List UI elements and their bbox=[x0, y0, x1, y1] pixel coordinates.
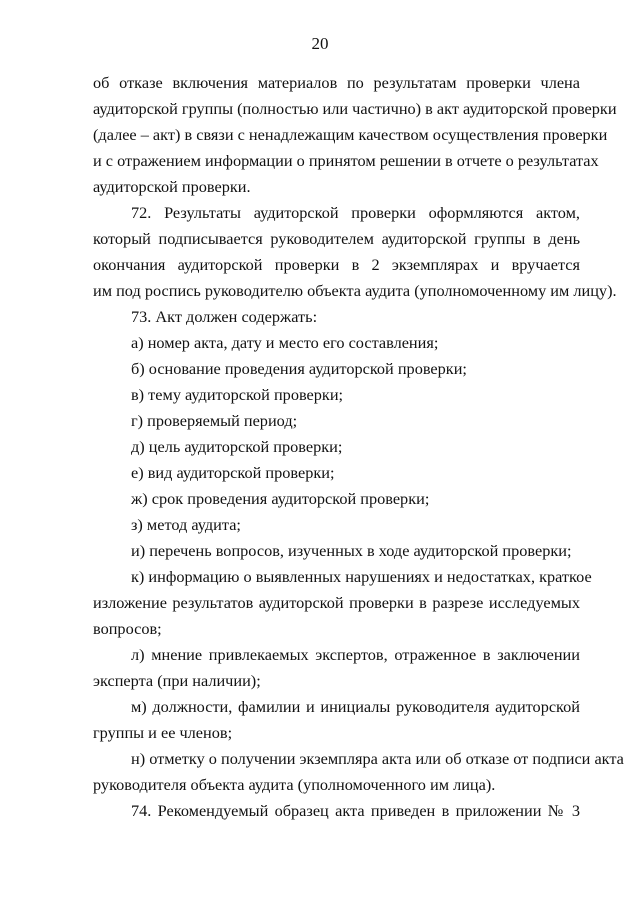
text-line: руководителя объекта аудита (уполномоченного им лица). bbox=[93, 775, 496, 794]
list-item: д) цель аудиторской проверки; bbox=[131, 437, 343, 456]
text-line: об отказе включения материалов по результатам проверки члена bbox=[93, 73, 580, 92]
list-item: л) мнение привлекаемых экспертов, отраженное в заключении bbox=[131, 645, 580, 664]
list-item: к) информацию о выявленных нарушениях и недостатках, краткое bbox=[131, 567, 592, 586]
text-line: эксперта (при наличии); bbox=[93, 671, 261, 690]
text-line: и с отражением информации о принятом решении в отчете о результатах bbox=[93, 151, 599, 170]
list-item: в) тему аудиторской проверки; bbox=[131, 385, 344, 404]
text-line: аудиторской группы (полностью или частично) в акт аудиторской проверки bbox=[93, 99, 617, 118]
text-line: им под роспись руководителю объекта аудита (уполномоченному им лицу). bbox=[93, 281, 617, 300]
list-item: е) вид аудиторской проверки; bbox=[131, 463, 335, 482]
text-line: изложение результатов аудиторской проверки в разрезе исследуемых bbox=[93, 593, 580, 612]
text-line: (далее – акт) в связи с ненадлежащим качеством осуществления проверки bbox=[93, 125, 608, 144]
text-line: окончания аудиторской проверки в 2 экземплярах и вручается bbox=[93, 255, 580, 274]
text-line: аудиторской проверки. bbox=[93, 177, 251, 196]
list-item: г) проверяемый период; bbox=[131, 411, 298, 430]
list-item: з) метод аудита; bbox=[131, 515, 241, 534]
text-line: который подписывается руководителем аудиторской группы в день bbox=[93, 229, 580, 248]
list-item: и) перечень вопросов, изученных в ходе аудиторской проверки; bbox=[131, 541, 572, 560]
text-line: 74. Рекомендуемый образец акта приведен в приложении № 3 bbox=[131, 801, 580, 820]
list-item: н) отметку о получении экземпляра акта или об отказе от подписи акта bbox=[131, 749, 624, 768]
list-item: а) номер акта, дату и место его составления; bbox=[131, 333, 439, 352]
page-number: 20 bbox=[311, 34, 329, 53]
text-line: 72. Результаты аудиторской проверки оформляются актом, bbox=[131, 203, 580, 222]
text-line: 73. Акт должен содержать: bbox=[131, 307, 318, 326]
list-item: м) должности, фамилии и инициалы руководителя аудиторской bbox=[131, 697, 580, 716]
text-line: группы и ее членов; bbox=[93, 723, 233, 742]
list-item: ж) срок проведения аудиторской проверки; bbox=[131, 489, 430, 508]
list-item: б) основание проведения аудиторской проверки; bbox=[131, 359, 467, 378]
text-line: вопросов; bbox=[93, 619, 162, 638]
